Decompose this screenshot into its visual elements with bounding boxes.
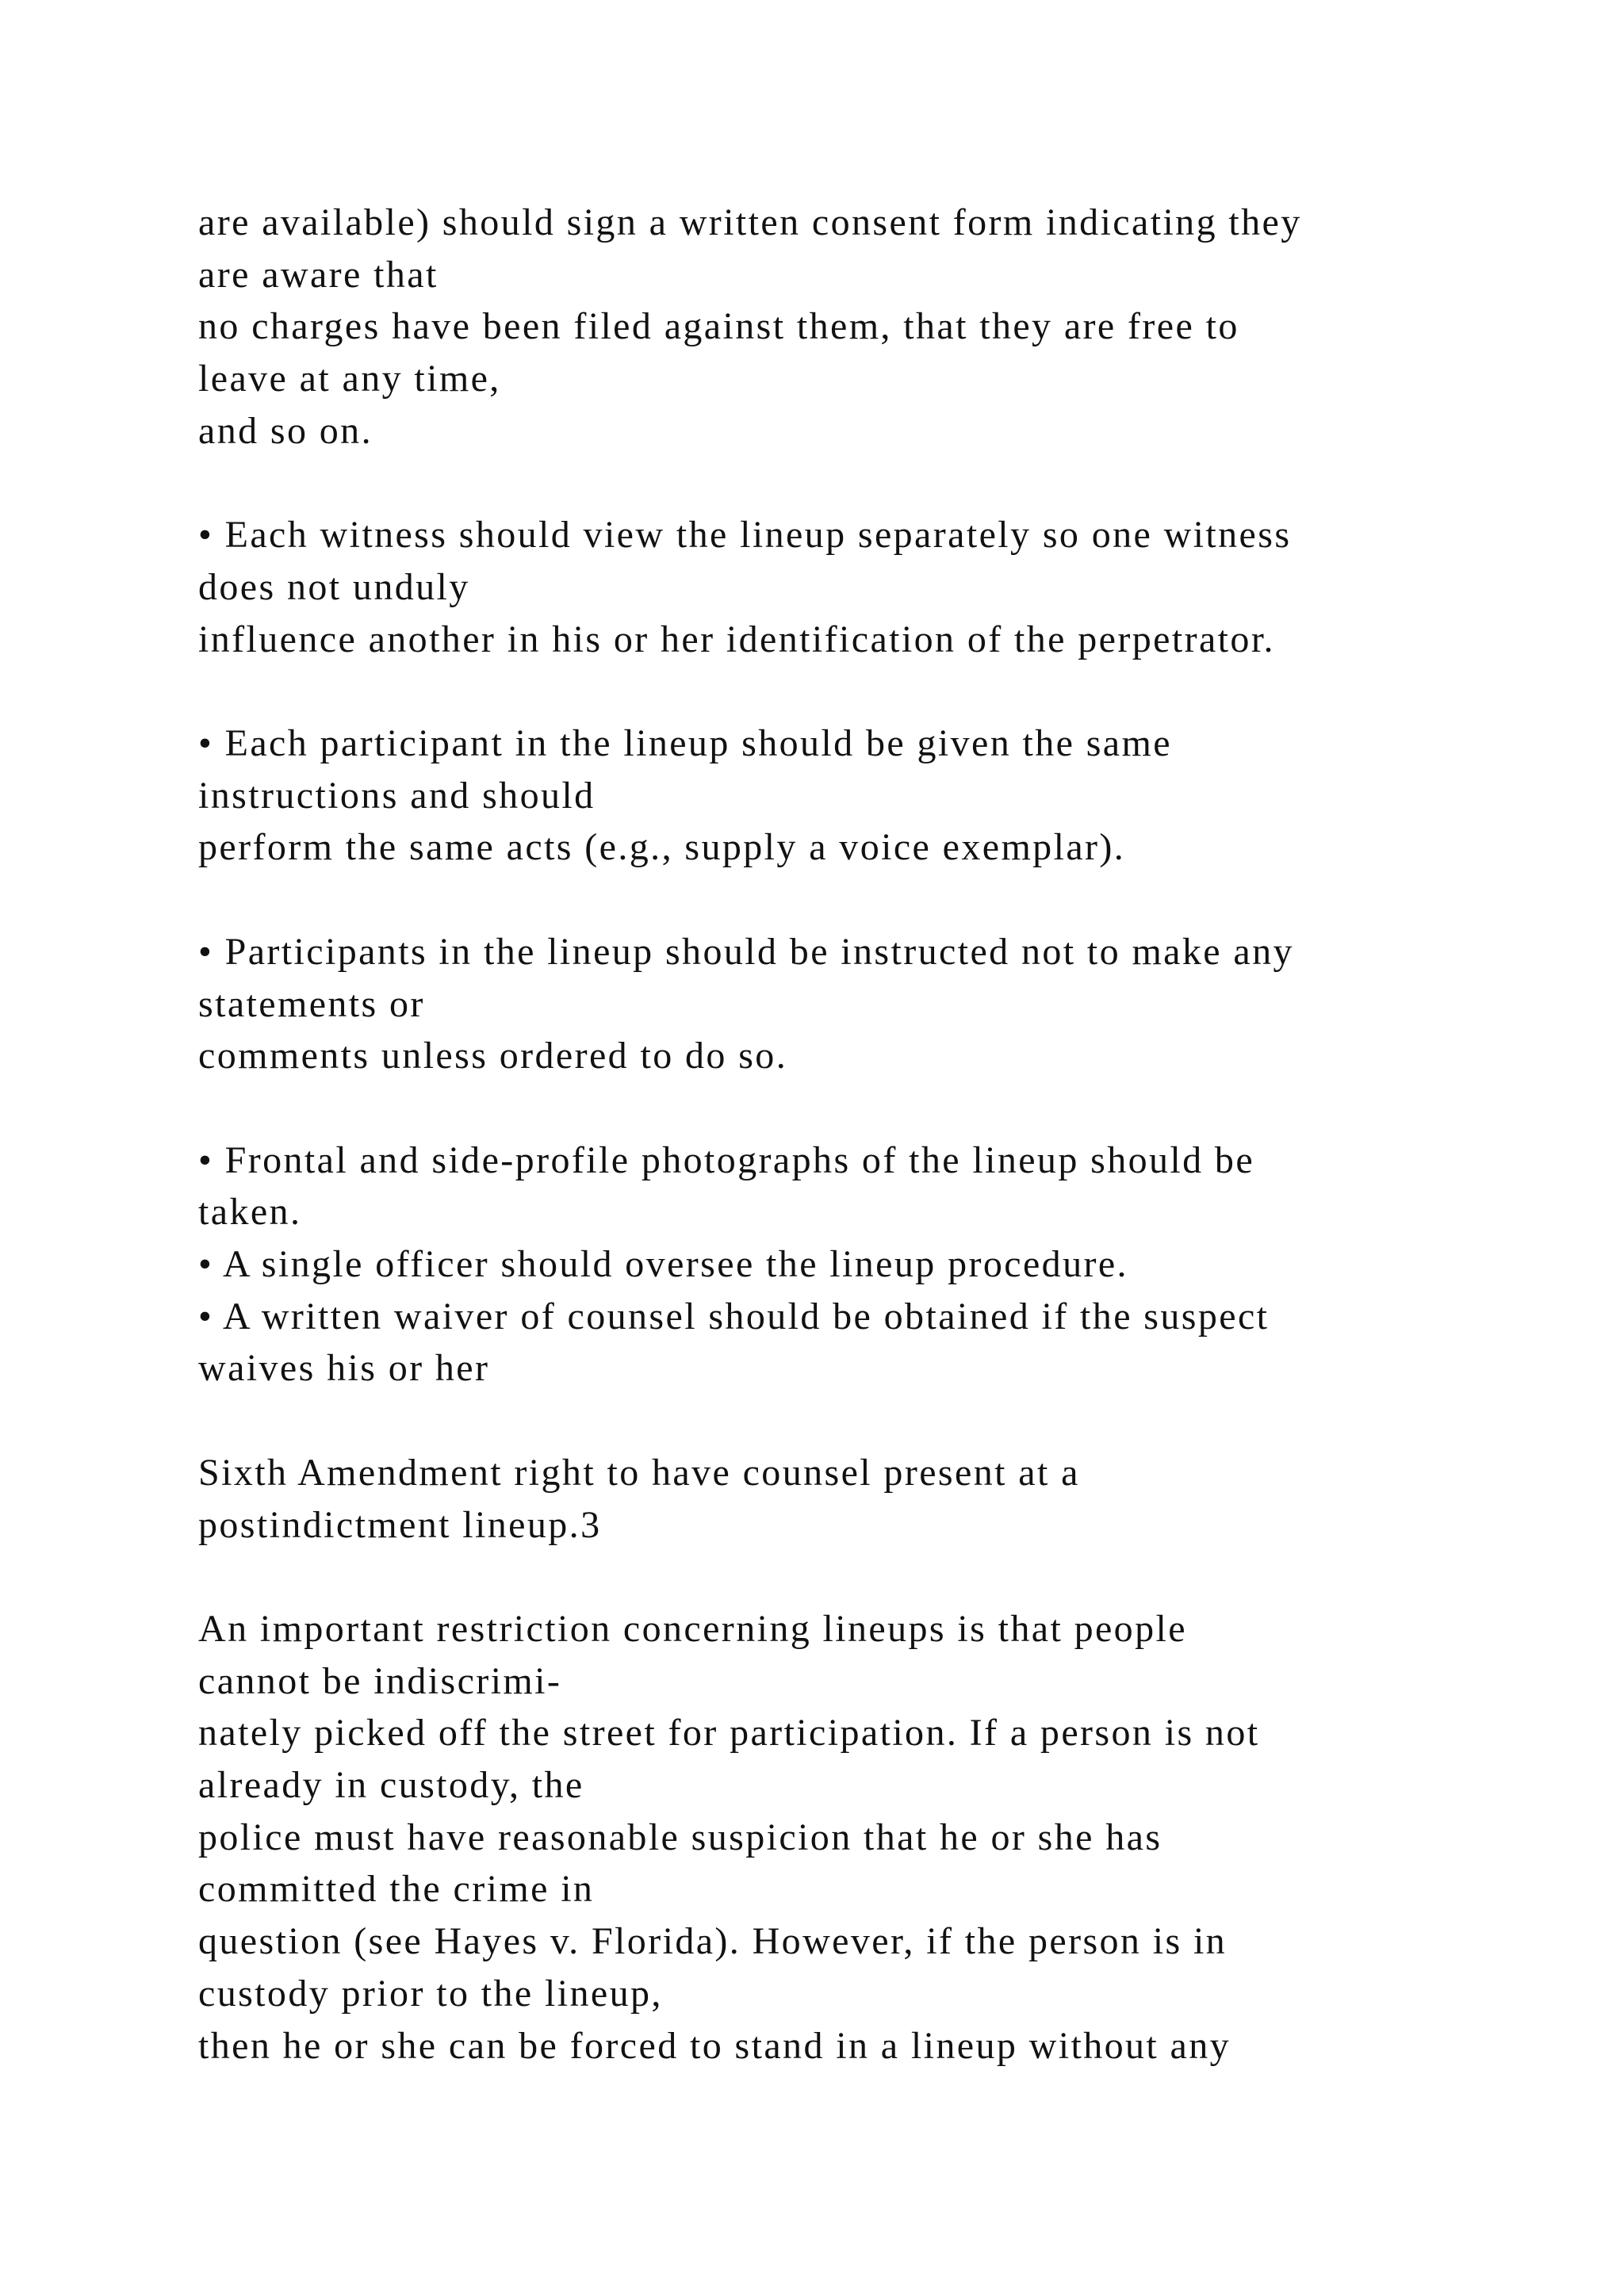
text-line: then he or she can be forced to stand in a lineup without any bbox=[198, 2024, 1231, 2067]
text-line: and so on. bbox=[198, 409, 373, 452]
text-line: waives his or her bbox=[198, 1347, 490, 1390]
bullet-list-photographs-officer-waiver bbox=[198, 1135, 1467, 1395]
paragraph-spacer bbox=[198, 1082, 1467, 1135]
document-body bbox=[198, 197, 1467, 2072]
text-line: does not unduly bbox=[198, 565, 470, 608]
text-line: nately picked off the street for participation. If a person is not bbox=[198, 1712, 1260, 1755]
text-line: • Frontal and side-profile photographs of the lineup should be bbox=[198, 1138, 1255, 1181]
text-line: police must have reasonable suspicion that he or she has bbox=[198, 1816, 1162, 1858]
text-line: comments unless ordered to do so. bbox=[198, 1035, 788, 1077]
text-line: instructions and should bbox=[198, 774, 596, 817]
text-line: An important restriction concerning lineups is that people bbox=[198, 1607, 1187, 1650]
text-line: leave at any time, bbox=[198, 358, 501, 400]
text-line: are aware that bbox=[198, 253, 439, 296]
text-line: Sixth Amendment right to have counsel present at a bbox=[198, 1451, 1080, 1494]
text-line: • Each witness should view the lineup separately so one witness bbox=[198, 514, 1292, 557]
text-line: no charges have been filed against them, that they are free to bbox=[198, 305, 1239, 348]
paragraph-spacer bbox=[198, 457, 1467, 510]
text-line: • Participants in the lineup should be instructed not to make any bbox=[198, 930, 1294, 973]
text-line: committed the crime in bbox=[198, 1868, 595, 1911]
text-line: question (see Hayes v. Florida). However, if the person is in bbox=[198, 1920, 1228, 1963]
paragraph-sixth-amendment bbox=[198, 1447, 1467, 1551]
text-line: postindictment lineup.3 bbox=[198, 1503, 602, 1546]
text-line: • Each participant in the lineup should be given the same bbox=[198, 722, 1172, 764]
paragraph-lineup-restriction bbox=[198, 1603, 1467, 2072]
paragraph-spacer bbox=[198, 1551, 1467, 1603]
text-line: taken. bbox=[198, 1191, 302, 1234]
text-line: influence another in his or her identification of the perpetrator. bbox=[198, 618, 1275, 660]
text-line: • A single officer should oversee the lineup procedure. bbox=[198, 1243, 1128, 1285]
bullet-same-instructions bbox=[198, 718, 1467, 874]
text-line: cannot be indiscrimi- bbox=[198, 1659, 562, 1702]
bullet-no-statements bbox=[198, 926, 1467, 1082]
paragraph-spacer bbox=[198, 1395, 1467, 1447]
text-line: perform the same acts (e.g., supply a voice exemplar). bbox=[198, 826, 1126, 869]
text-line: custody prior to the lineup, bbox=[198, 1972, 663, 2015]
paragraph-spacer bbox=[198, 665, 1467, 718]
paragraph-spacer bbox=[198, 874, 1467, 926]
text-line: statements or bbox=[198, 982, 425, 1025]
text-line: are available) should sign a written consent form indicating they bbox=[198, 201, 1302, 243]
text-line: • A written waiver of counsel should be obtained if the suspect bbox=[198, 1295, 1270, 1337]
bullet-witness-separate bbox=[198, 509, 1467, 665]
paragraph-consent-form bbox=[198, 197, 1467, 457]
text-line: already in custody, the bbox=[198, 1764, 584, 1806]
